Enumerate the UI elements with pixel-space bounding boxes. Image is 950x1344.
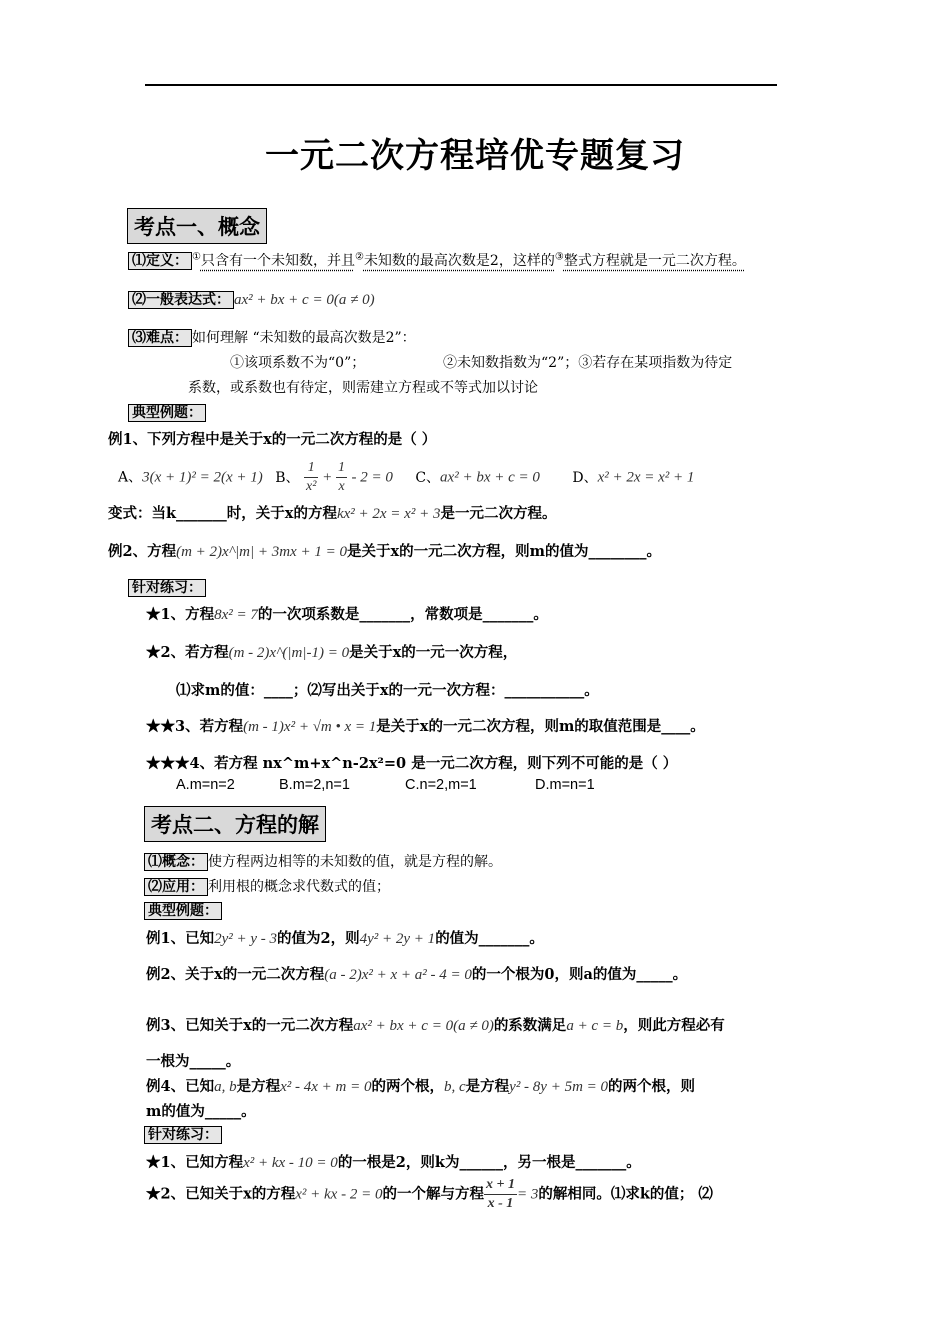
option-b-label: B、: [275, 469, 300, 486]
variant-text-1: 当k_______时，关于x的方程: [151, 505, 337, 522]
s2-ex1-label: 例1、: [146, 930, 186, 947]
marker-1: ①: [192, 251, 201, 263]
s2-ex1-text-3: 的值为_______。: [435, 930, 544, 947]
s2-ex4-text-3: 的两个根，: [371, 1078, 444, 1095]
practice-3-line: [146, 715, 705, 736]
difficulty-item-1: ①该项系数不为“0”；: [230, 355, 366, 371]
option-b-frac-1: [304, 459, 318, 496]
s2-practice-1-text-1: 已知方程: [185, 1154, 244, 1171]
example-2-label: 例2、: [108, 543, 148, 560]
definition-text-1: 只含有一个未知数，并且: [200, 253, 355, 269]
difficulty-item-3: 系数，或系数也有待定，则需建立方程或不等式加以讨论: [188, 380, 538, 396]
practice-2-stars: ★2、: [146, 644, 186, 661]
s2-frac-den: x - 1: [487, 1196, 514, 1211]
examples-label-1: [128, 402, 206, 422]
option-b-tail: - 2 = 0: [351, 469, 393, 486]
s2-practice-2-stars: ★2、: [146, 1185, 186, 1203]
s2-example-1-line: [146, 927, 544, 948]
concept-line: [144, 851, 502, 871]
concept-text: 使方程两边相等的未知数的值，就是方程的解。: [208, 854, 502, 870]
practice-2-text-2: 是关于x的一元一次方程，: [349, 644, 518, 661]
example-2-text-1: 方程: [147, 543, 177, 560]
s2-ex1-text-2: 的值为2，则: [277, 930, 360, 947]
s2-practice-1-text-2: 的一根是2，则k为______，另一根是_______。: [337, 1154, 641, 1171]
general-form-label: ⑵一般表达式：: [128, 291, 234, 309]
practice-2-text-1: 若方程: [185, 644, 229, 661]
option-d: D.m=n=1: [535, 777, 595, 793]
s2-example-2-line: [146, 963, 687, 984]
s2-ex3-formula-1: ax² + bx + c = 0(a ≠ 0): [353, 1018, 494, 1034]
s2-ex4-formula-2: x² - 4x + m = 0: [280, 1079, 372, 1095]
practice-label-text-2: 针对练习：: [144, 1126, 222, 1144]
practice-2-sub: ⑴求m的值：____；⑵写出关于x的一元一次方程：___________。: [176, 682, 599, 699]
header-rule: [145, 84, 777, 86]
difficulty-text: 如何理解 “未知数的最高次数是2”：: [192, 330, 416, 346]
s2-ex1-formula-1: 2y² + y - 3: [214, 931, 278, 947]
option-a-formula: 3(x + 1)² = 2(x + 1): [142, 469, 263, 486]
s2-ex4-text-4: 是方程: [465, 1078, 510, 1095]
s2-ex2-formula: (a - 2)x² + x + a² - 4 = 0: [324, 967, 472, 983]
general-form-line: [128, 289, 375, 309]
s2-ex4-formula-1: a, b: [214, 1079, 237, 1095]
s2-example-4-line-2: m的值为_____。: [146, 1103, 256, 1120]
s2-practice-2-fraction: [484, 1176, 517, 1213]
practice-4-text: 若方程 nx^m+x^n-2x²=0 是一元二次方程，则下列不可能的是（ ）: [214, 755, 678, 772]
example-1-question: 例1、下列方程中是关于x的一元二次方程的是（ ）: [108, 431, 437, 448]
section-heading-concept: 考点一、概念: [127, 208, 267, 244]
practice-4-stars: ★★★4、: [146, 755, 215, 772]
practice-3-text-2: 是关于x的一元二次方程，则m的取值范围是____。: [376, 718, 705, 735]
practice-3-text-1: 若方程: [199, 718, 244, 735]
general-form-formula: ax² + bx + c = 0(a ≠ 0): [234, 292, 375, 308]
s2-frac-num: x + 1: [484, 1176, 517, 1195]
practice-label-2: [144, 1124, 222, 1144]
concept-label: ⑴概念：: [144, 853, 208, 871]
s2-ex3-text-2: 的系数满足: [493, 1017, 567, 1034]
variant-label: 变式：: [108, 505, 152, 522]
practice-1-formula: 8x² = 7: [214, 607, 258, 623]
s2-ex4-formula-4: y² - 8y + 5m = 0: [509, 1079, 609, 1095]
difficulty-item-2: ②未知数指数为“2”；③若存在某项指数为待定: [443, 355, 733, 371]
s2-ex4-text-2: 是方程: [236, 1078, 281, 1095]
apply-line: [144, 876, 390, 896]
section-heading-solution: 考点二、方程的解: [144, 806, 326, 842]
practice-1-line: [146, 603, 548, 624]
s2-practice-2-line: [146, 1176, 713, 1213]
option-a-label: A、: [118, 469, 143, 486]
s2-practice-2-text-1: 已知关于x的方程: [185, 1185, 296, 1203]
practice-4-line: [146, 752, 677, 773]
practice-3-stars: ★★3、: [146, 718, 200, 735]
example-1-options: A、3(x + 1)² = 2(x + 1) B、 $\frac{1}{\text{x²}}$ + $\frac{1}{x}$ - 2 = 0 C、ax² + bx + c = 0 D、x² + 2x = x² + 1: [118, 460, 695, 494]
apply-text: 利用根的概念求代数式的值；: [208, 879, 390, 895]
s2-practice-2-text-3: 的解相同。⑴求k的值； ⑵: [538, 1185, 713, 1203]
s2-practice-2-text-2: 的一个解与方程: [382, 1185, 484, 1203]
practice-label-1: [128, 577, 206, 597]
option-d-label: D、: [572, 469, 598, 486]
s2-practice-1-line: [146, 1151, 641, 1172]
variant-line: [108, 502, 556, 523]
s2-ex2-label: 例2、: [146, 966, 186, 983]
difficulty-line: [128, 327, 416, 347]
s2-example-4-line: [146, 1075, 695, 1096]
definition-text-3: 整式方程就是一元二次方程。: [563, 253, 746, 269]
s2-practice-2-formula: x² + kx - 2 = 0: [295, 1186, 383, 1203]
example-2-line: [108, 540, 661, 561]
option-b: B.m=2,n=1: [279, 777, 350, 793]
examples-label-text-1: 典型例题：: [128, 404, 206, 422]
variant-formula: kx² + 2x = x² + 3: [336, 506, 441, 522]
apply-label: ⑵应用：: [144, 878, 208, 896]
example-2-text-2: 是关于x的一元二次方程，则m的值为________。: [346, 543, 661, 560]
practice-label-text-1: 针对练习：: [128, 579, 206, 597]
option-a: A.m=n=2: [176, 777, 235, 793]
difficulty-label: ⑶难点：: [128, 329, 192, 347]
option-c-formula: ax² + bx + c = 0: [440, 469, 540, 486]
page-title: 一元二次方程培优专题复习: [265, 136, 685, 176]
option-b-frac-2: [336, 459, 347, 496]
frac1-den: x²: [306, 479, 317, 494]
s2-ex1-formula-2: 4y² + 2y + 1: [359, 931, 436, 947]
practice-1-stars: ★1、: [146, 606, 186, 623]
s2-ex4-text-5: 的两个根，则: [608, 1078, 696, 1095]
s2-ex2-text-2: 的一个根为0，则a的值为_____。: [471, 966, 688, 983]
practice-1-text-2: 的一次项系数是_______，常数项是_______。: [257, 606, 548, 623]
example-2-formula: (m + 2)x^|m| + 3mx + 1 = 0: [176, 544, 347, 560]
option-c: C.n=2,m=1: [405, 777, 477, 793]
s2-ex2-text-1: 关于x的一元二次方程: [185, 966, 325, 983]
option-d-formula: x² + 2x = x² + 1: [597, 469, 695, 486]
practice-2-line: [146, 641, 517, 662]
examples-label-2: [144, 900, 222, 920]
s2-ex4-label: 例4、: [146, 1078, 186, 1095]
marker-2: ②: [354, 251, 364, 263]
variant-text-2: 是一元二次方程。: [440, 505, 557, 522]
frac2-num: 1: [336, 459, 347, 478]
s2-ex3-text-3: ，则此方程必有: [623, 1017, 725, 1034]
practice-2-formula: (m - 2)x^(|m|-1) = 0: [228, 645, 350, 661]
practice-1-text-1: 方程: [185, 606, 215, 623]
practice-3-formula: (m - 1)x² + √m • x = 1: [243, 719, 377, 735]
frac1-num: 1: [304, 459, 318, 478]
marker-3: ③: [554, 251, 564, 263]
s2-ex1-text-1: 已知: [185, 930, 215, 947]
examples-label-text-2: 典型例题：: [144, 902, 222, 920]
s2-practice-1-formula: x² + kx - 10 = 0: [243, 1155, 338, 1171]
frac2-den: x: [338, 479, 345, 494]
s2-practice-2-formula-2: = 3: [516, 1186, 539, 1203]
s2-ex4-formula-3: b, c: [443, 1079, 466, 1095]
s2-example-3-line: [146, 1014, 725, 1035]
s2-practice-1-stars: ★1、: [146, 1154, 186, 1171]
s2-ex3-text-1: 已知关于x的一元二次方程: [185, 1017, 354, 1034]
practice-4-options: [176, 777, 595, 793]
s2-ex4-text-1: 已知: [185, 1078, 215, 1095]
definition-text-2: 未知数的最高次数是2，这样的: [363, 253, 555, 269]
option-c-label: C、: [415, 469, 441, 486]
s2-ex3-label: 例3、: [146, 1017, 186, 1034]
definition-label: ⑴定义：: [128, 252, 192, 270]
s2-ex3-formula-2: a + c = b: [566, 1018, 624, 1034]
s2-example-3-line-2: 一根为_____。: [146, 1053, 241, 1070]
definition-line: [128, 250, 746, 270]
